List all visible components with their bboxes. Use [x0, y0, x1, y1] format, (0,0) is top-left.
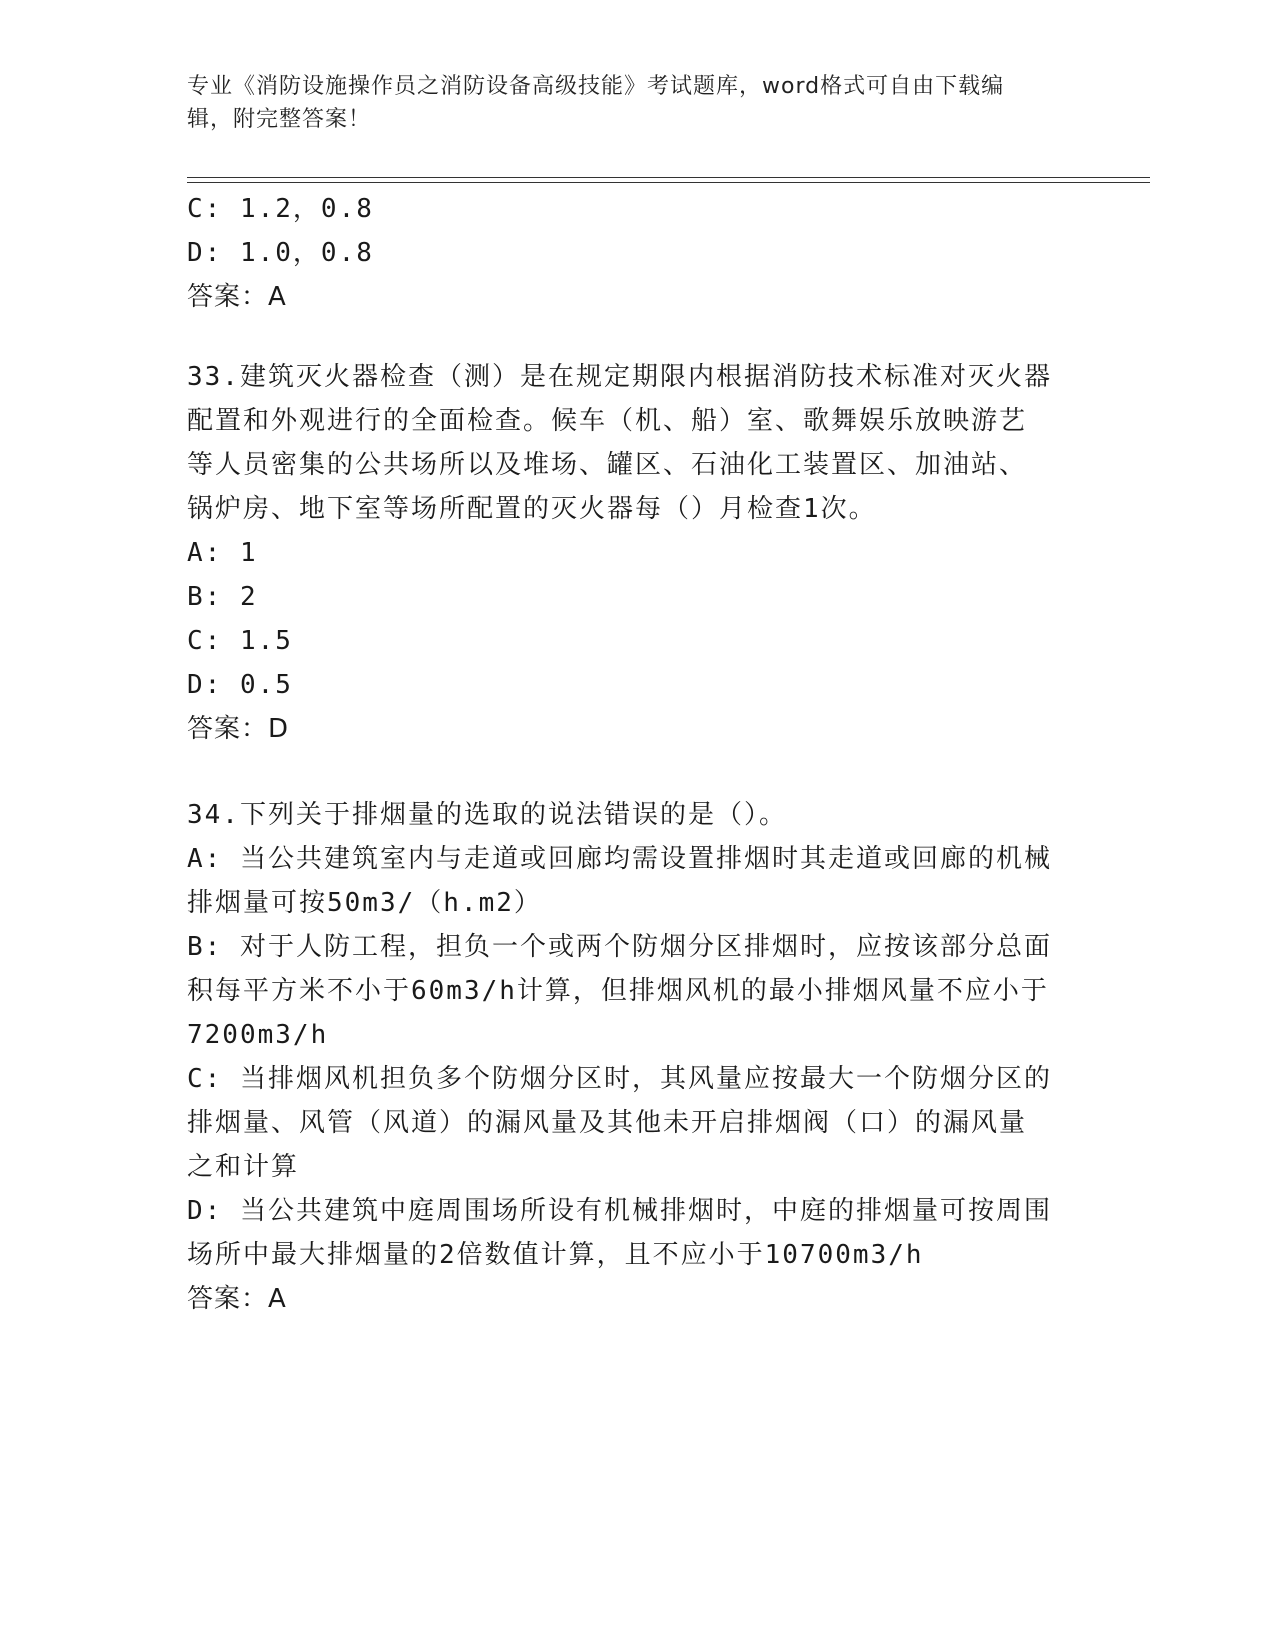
header-divider-top	[187, 177, 1150, 178]
q34-option-c-line-2: 排烟量、风管（风道）的漏风量及其他未开启排烟阀（口）的漏风量	[187, 1108, 1028, 1138]
prev-option-c: C: 1.2，0.8	[187, 194, 374, 224]
q34-option-d-line-1: D: 当公共建筑中庭周围场所设有机械排烟时，中庭的排烟量可按周围	[187, 1196, 1052, 1226]
q33-stem-line-4: 锅炉房、地下室等场所配置的灭火器每（）月检查1次。	[187, 494, 877, 524]
document-header	[187, 70, 1087, 136]
q34-answer: 答案：A	[187, 1284, 287, 1314]
q33-option-d: D: 0.5	[187, 670, 293, 700]
prev-answer: 答案：A	[187, 282, 287, 312]
q34-option-b-line-3: 7200m3/h	[187, 1020, 329, 1050]
q33-stem-line-1: 33.建筑灭火器检查（测）是在规定期限内根据消防技术标准对灭火器	[187, 362, 1052, 392]
q34-option-d-line-2: 场所中最大排烟量的2倍数值计算，且不应小于10700m3/h	[187, 1240, 924, 1270]
q33-option-a: A: 1	[187, 538, 258, 568]
q33-option-c: C: 1.5	[187, 626, 293, 656]
q33-option-b: B: 2	[187, 582, 258, 612]
header-divider-bottom	[187, 182, 1150, 183]
q33-stem-line-2: 配置和外观进行的全面检查。候车（机、船）室、歌舞娱乐放映游艺	[187, 406, 1028, 436]
q34-option-c-line-3: 之和计算	[187, 1152, 300, 1182]
q33-answer: 答案：D	[187, 714, 290, 744]
header-line-1: 专业《消防设施操作员之消防设备高级技能》考试题库，word格式可自由下载编	[187, 74, 1005, 99]
q34-option-c-line-1: C: 当排烟风机担负多个防烟分区时，其风量应按最大一个防烟分区的	[187, 1064, 1052, 1094]
prev-option-d: D: 1.0，0.8	[187, 238, 374, 268]
q33-stem-line-3: 等人员密集的公共场所以及堆场、罐区、石油化工装置区、加油站、	[187, 450, 1028, 480]
q34-option-a-line-1: A: 当公共建筑室内与走道或回廊均需设置排烟时其走道或回廊的机械	[187, 844, 1052, 874]
q34-option-b-line-2: 积每平方米不小于60m3/h计算，但排烟风机的最小排烟风量不应小于	[187, 976, 1049, 1006]
q34-option-b-line-1: B: 对于人防工程，担负一个或两个防烟分区排烟时，应按该部分总面	[187, 932, 1052, 962]
header-line-2: 辑，附完整答案！	[187, 107, 372, 132]
q34-option-a-line-2: 排烟量可按50m3/（h.m2）	[187, 888, 542, 918]
q34-stem: 34.下列关于排烟量的选取的说法错误的是（）。	[187, 800, 787, 830]
